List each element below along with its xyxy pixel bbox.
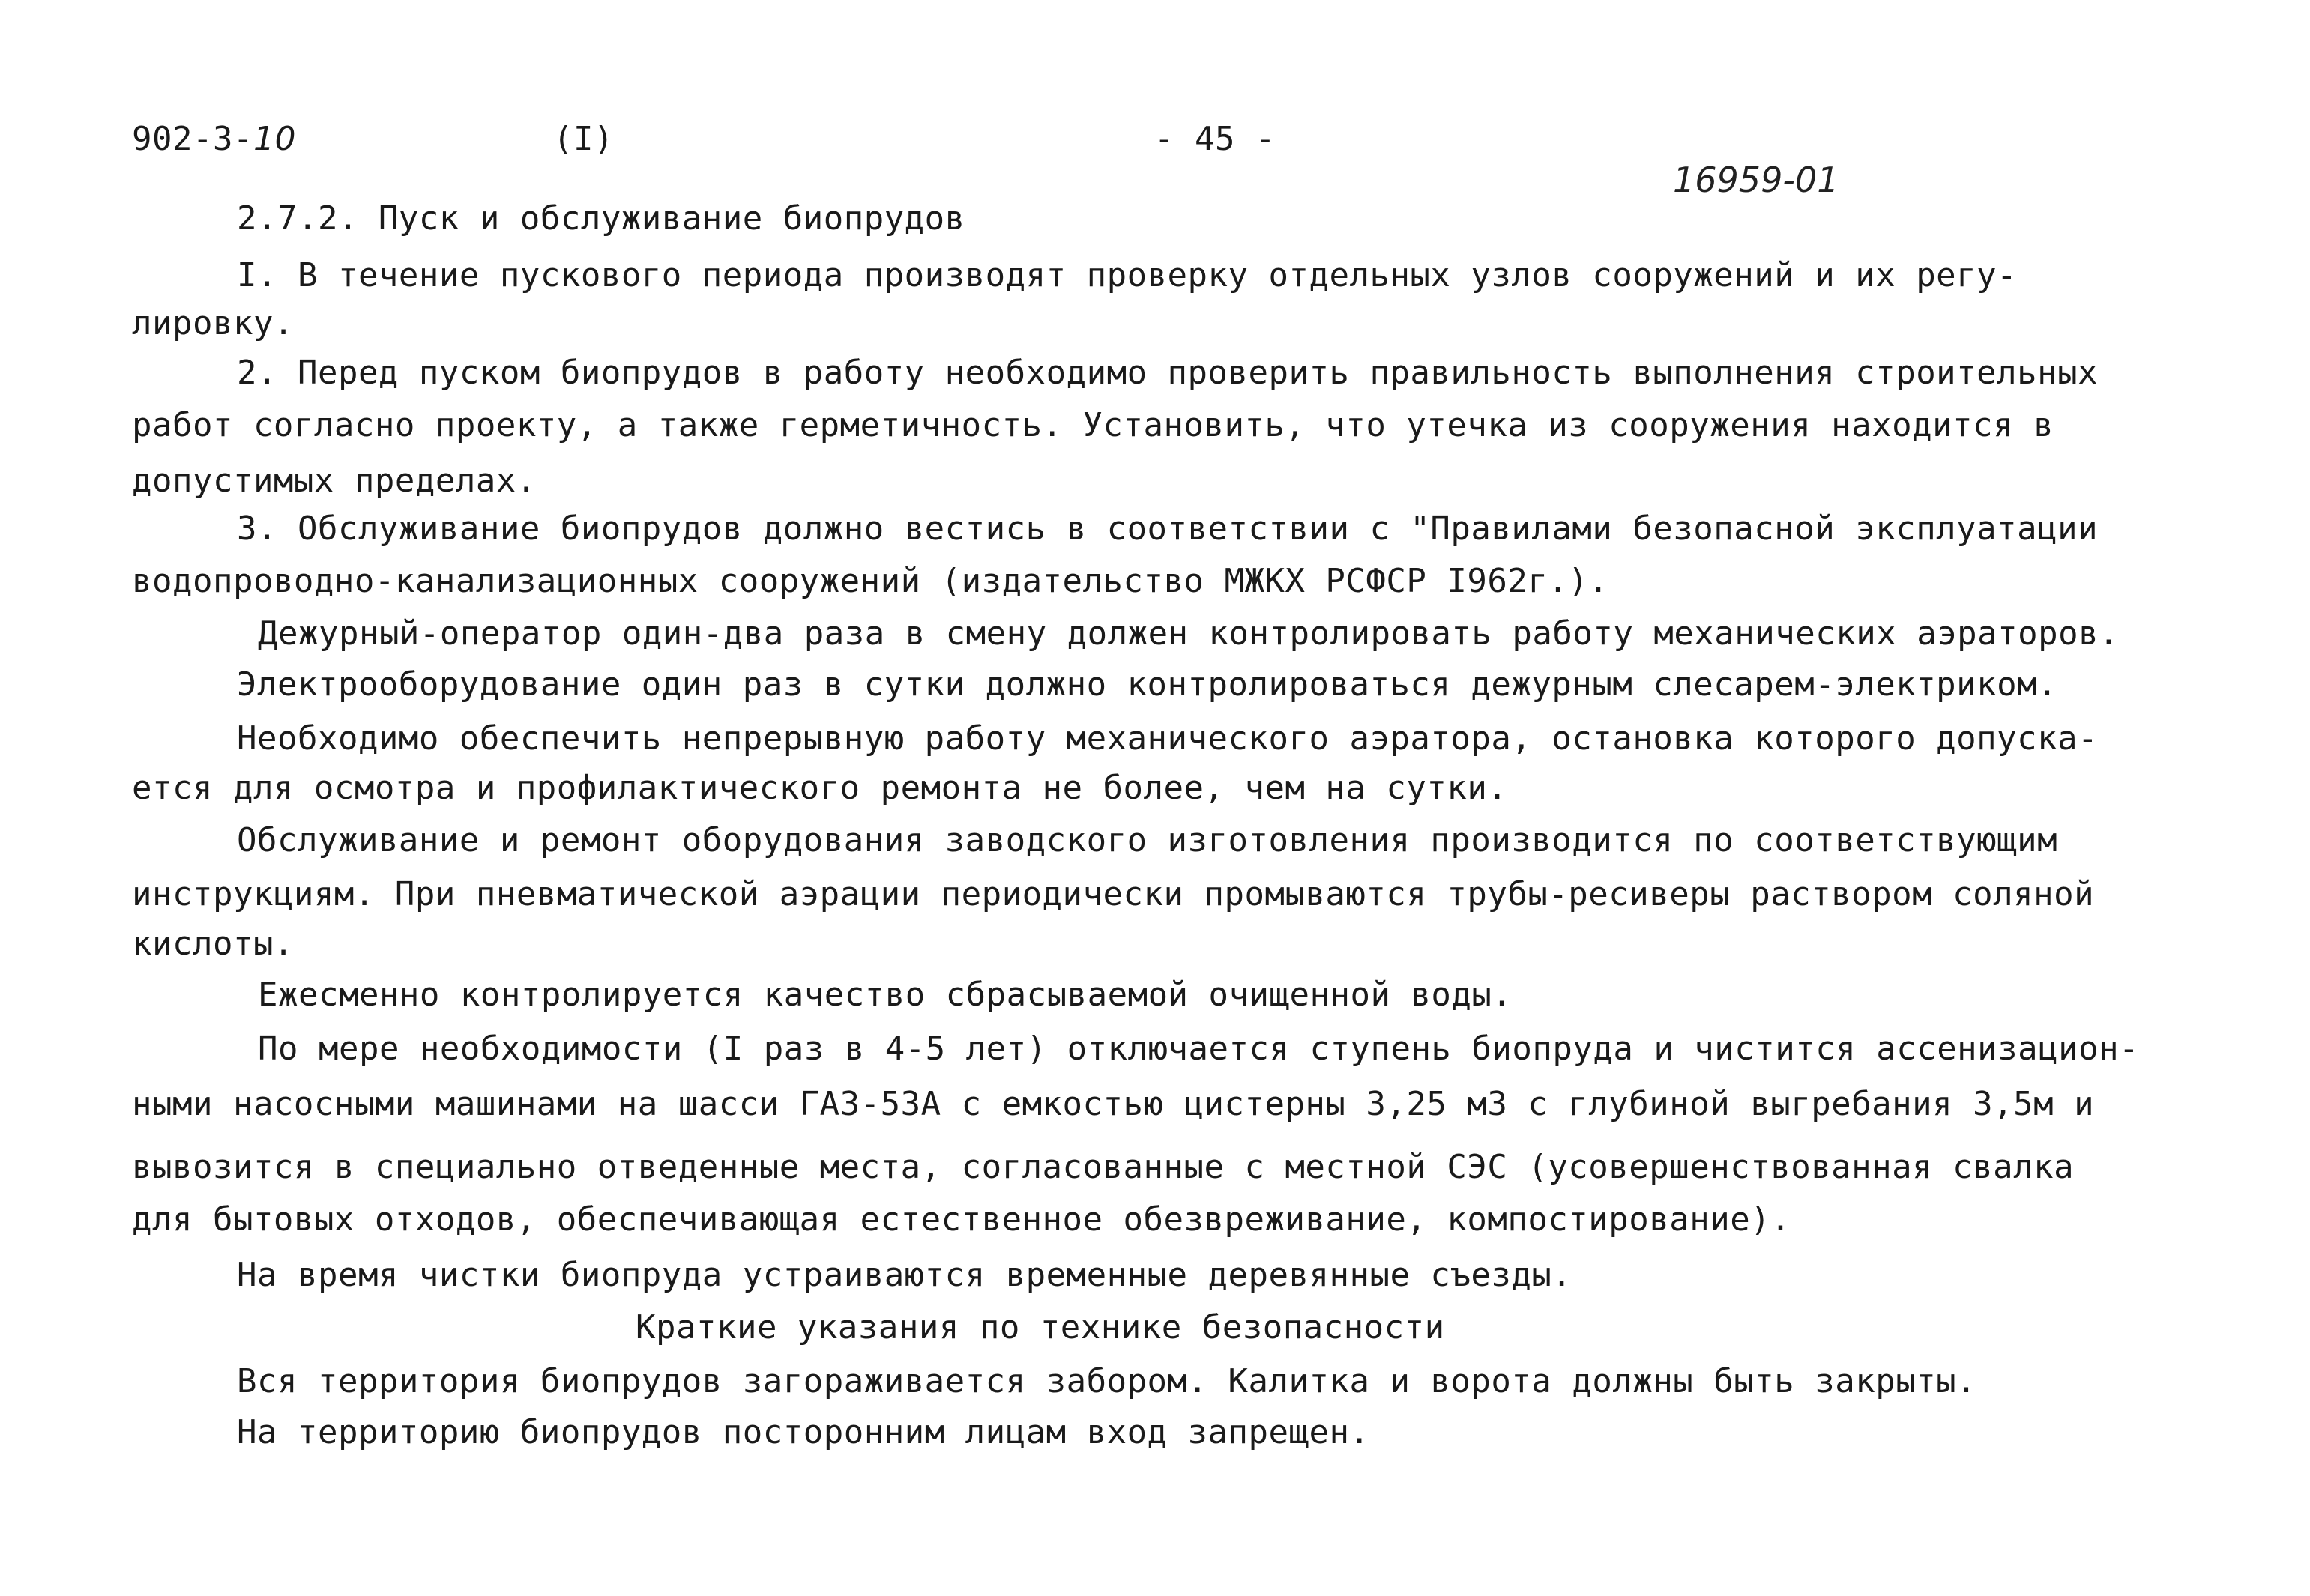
body-line: Ежесменно контролируется качество сбрасываемой очищенной воды. <box>258 976 1513 1014</box>
body-line: Необходимо обеспечить непрерывную работу механического аэратора, остановка которого допуска- <box>237 719 2099 758</box>
section-title: 2.7.2. Пуск и обслуживание биопрудов <box>237 199 965 238</box>
page-number: - 45 - <box>1154 120 1276 158</box>
body-line: Дежурный-оператор один-два раза в смену должен контролировать работу механических аэраторов. <box>258 614 2120 653</box>
body-line: ется для осмотра и профилактического ремонта не более, чем на сутки. <box>132 769 1508 807</box>
body-line: Обслуживание и ремонт оборудования заводского изготовления производится по соответствующим <box>237 821 2058 859</box>
safety-line: Вся территория биопрудов загораживается забором. Калитка и ворота должны быть закрыты. <box>237 1362 1977 1400</box>
body-line: По мере необходимости (I раз в 4-5 лет) отключается ступень биопруда и чистится ассенизацион- <box>258 1030 2140 1068</box>
handwritten-code: 16959-01 <box>1673 160 1839 200</box>
body-line: работ согласно проекту, а также герметичность. Установить, что утечка из сооружения находится в <box>132 406 2054 444</box>
doc-number-handwritten: 10 <box>253 120 296 158</box>
body-line: инструкциям. При пневматической аэрации периодически промываются трубы-ресиверы раствором соляной <box>132 875 2095 913</box>
body-line: водопроводно-канализационных сооружений (издательство МЖКХ РСФСР I962г.). <box>132 562 1609 600</box>
safety-title: Краткие указания по технике безопасности <box>636 1308 1445 1346</box>
part-label: (I) <box>553 120 614 158</box>
body-line: Электрооборудование один раз в сутки должно контролироваться дежурным слесарем-электриком. <box>237 665 2058 704</box>
body-line: вывозится в специально отведенные места, согласованные с местной СЭС (усовершенствованная свалка <box>132 1148 2075 1186</box>
body-line: лировку. <box>132 304 294 342</box>
body-line: 3. Обслуживание биопрудов должно вестись в соответствии с "Правилами безопасной эксплуатации <box>237 510 2099 548</box>
doc-number <box>132 118 296 160</box>
body-line: ными насосными машинами на шасси ГАЗ-53А с емкостью цистерны 3,25 м3 с глубиной выгребания 3,5м и <box>132 1085 2095 1123</box>
body-line: для бытовых отходов, обеспечивающая естественное обезвреживание, компостирование). <box>132 1200 1791 1239</box>
safety-line: На территорию биопрудов посторонним лицам вход запрещен. <box>237 1413 1370 1451</box>
doc-number-printed: 902-3- <box>132 120 253 158</box>
body-line: кислоты. <box>132 925 294 963</box>
body-line: На время чистки биопруда устраиваются временные деревянные съезды. <box>237 1256 1572 1294</box>
body-line: допустимых пределах. <box>132 462 537 500</box>
body-line: 2. Перед пуском биопрудов в работу необходимо проверить правильность выполнения строительных <box>237 354 2099 392</box>
body-line: I. В течение пускового периода производят проверку отдельных узлов сооружений и их регу- <box>237 256 2018 294</box>
